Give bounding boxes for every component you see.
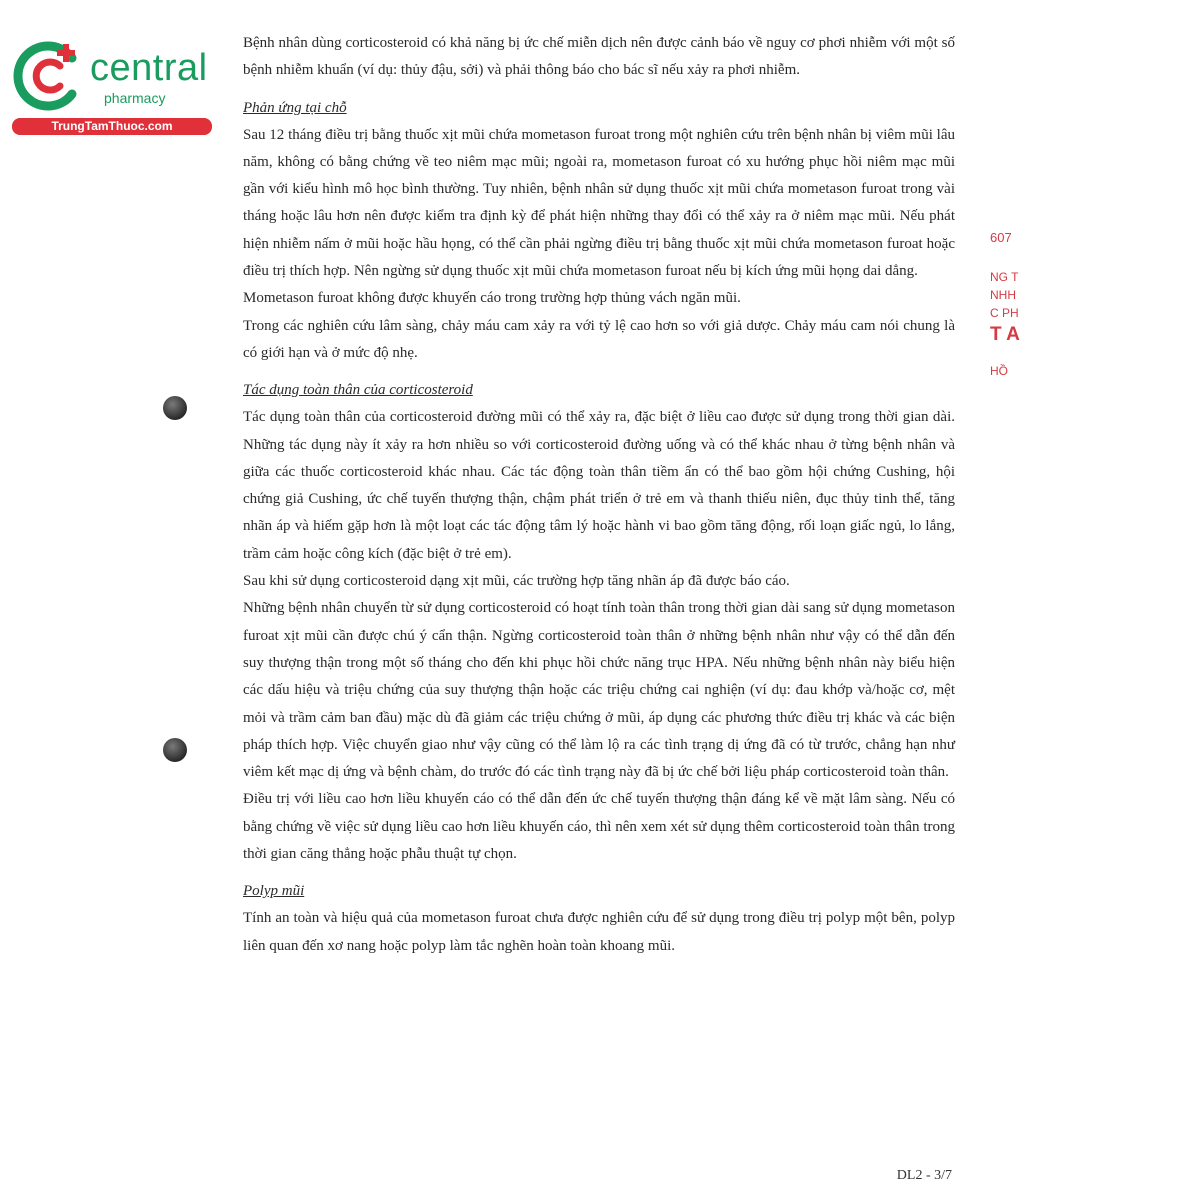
logo-banner: TrungTamThuoc.com bbox=[12, 118, 212, 135]
stamp-line: T A bbox=[990, 324, 1020, 345]
paragraph: Mometason furoat không được khuyến cáo trong trường hợp thủng vách ngăn mũi. bbox=[243, 290, 741, 307]
heading-local-reactions: Phản ứng tại chỗ bbox=[243, 99, 347, 116]
punch-hole bbox=[163, 738, 187, 762]
stamp-line: NG T bbox=[990, 270, 1019, 284]
paragraph: Những bệnh nhân chuyển từ sử dụng corticosteroid có hoạt tính toàn thân trong thời gian dài sang sử dụng mometason furoat xịt mũi cần được chú ý cẩn thận. Ngừng corticosteroid toàn thân ở những bệnh nhân như vậy có thể dẫn đến suy thượng thận trong một số tháng cho đến khi phục hồi chức năng trục HPA. Nếu những bệnh nhân này biểu hiện các dấu hiệu và triệu chứng của suy thượng thận hoặc các triệu chứng cai nghiện (ví dụ: đau khớp và/hoặc cơ, mệt mỏi và trầm cảm ban đầu) mặc dù đã giảm các triệu chứng ở mũi, áp dụng các phương thức điều trị khác và các biện pháp thích hợp. Việc chuyển giao như vậy cũng có thể làm lộ ra các tình trạng dị ứng đã có từ trước, chẳng hạn như viêm kết mạc dị ứng và bệnh chàm, do trước đó các tình trạng này đã bị ức chế bởi liệu pháp corticosteroid toàn thân. bbox=[243, 600, 955, 781]
paragraph: Sau 12 tháng điều trị bằng thuốc xịt mũi chứa mometason furoat trong một nghiên cứu trên bệnh nhân bị viêm mũi lâu năm, không có bằng chứng về teo niêm mạc mũi; ngoài ra, mometason furoat có xu hướng phục hồi niêm mạc mũi gần với kiểu hình mô học bình thường. Tuy nhiên, bệnh nhân sử dụng thuốc xịt mũi chứa mometason furoat trong vài tháng hoặc lâu hơn nên được kiểm tra định kỳ để phát hiện những thay đổi có thể xảy ra ở niêm mạc mũi. Nếu phát hiện nhiễm nấm ở mũi hoặc hầu họng, có thể cần phải ngừng điều trị bằng thuốc xịt mũi chứa mometason furoat hoặc điều trị thích hợp. Nên ngừng sử dụng thuốc xịt mũi chứa mometason furoat nếu bị kích ứng mũi họng dai dẳng. bbox=[243, 126, 955, 280]
logo-mark-icon bbox=[10, 36, 90, 116]
paragraph: Trong các nghiên cứu lâm sàng, chảy máu cam xảy ra với tỷ lệ cao hơn so với giả dược. Chảy máu cam nói chung là có giới hạn và ở mức độ nhẹ. bbox=[243, 317, 955, 361]
heading-systemic-effects: Tác dụng toàn thân của corticosteroid bbox=[243, 382, 473, 399]
stamp-line: NHH bbox=[990, 288, 1016, 302]
document-body bbox=[243, 30, 955, 960]
stamp-line: HỒ bbox=[990, 364, 1008, 378]
page-number: DL2 - 3/7 bbox=[896, 1168, 952, 1183]
paragraph: Tính an toàn và hiệu quả của mometason furoat chưa được nghiên cứu để sử dụng trong điều trị polyp một bên, polyp liên quan đến xơ nang hoặc polyp làm tắc nghẽn hoàn toàn khoang mũi. bbox=[243, 910, 955, 954]
punch-hole bbox=[163, 396, 187, 420]
stamp-fragment bbox=[990, 226, 1024, 398]
paragraph: Sau khi sử dụng corticosteroid dạng xịt mũi, các trường hợp tăng nhãn áp đã được báo cáo. bbox=[243, 573, 790, 590]
intro-paragraph: Bệnh nhân dùng corticosteroid có khả năng bị ức chế miễn dịch nên được cảnh báo về nguy cơ phơi nhiễm với một số bệnh nhiễm khuẩn (ví dụ: thủy đậu, sởi) và phải thông báo cho bác sĩ nếu xảy ra phơi nhiễm. bbox=[243, 35, 955, 79]
heading-nasal-polyps: Polyp mũi bbox=[243, 883, 305, 900]
paragraph: Tác dụng toàn thân của corticosteroid đường mũi có thể xảy ra, đặc biệt ở liều cao được sử dụng trong thời gian dài. Những tác dụng này ít xảy ra hơn nhiều so với corticosteroid đường uống và có thể khác nhau ở từng bệnh nhân và giữa các thuốc corticosteroid khác nhau. Các tác động toàn thân tiềm ẩn có thể bao gồm hội chứng Cushing, hội chứng giả Cushing, ức chế tuyến thượng thận, chậm phát triển ở trẻ em và thanh thiếu niên, đục thủy tinh thể, tăng nhãn áp và hiếm gặp hơn là một loạt các tác động tâm lý hoặc hành vi bao gồm tăng động, rối loạn giấc ngủ, lo lắng, trầm cảm hoặc công kích (đặc biệt ở trẻ em). bbox=[243, 409, 955, 562]
central-pharmacy-logo bbox=[10, 36, 215, 136]
stamp-line: C PH bbox=[990, 306, 1019, 320]
paragraph: Điều trị với liều cao hơn liều khuyến cáo có thể dẫn đến ức chế tuyến thượng thận đáng kể về mặt lâm sàng. Nếu có bằng chứng về việc sử dụng liều cao hơn liều khuyến cáo, thì nên xem xét sử dụng thêm corticosteroid toàn thân trong thời gian căng thẳng hoặc phẫu thuật tự chọn. bbox=[243, 791, 955, 863]
logo-subtitle: pharmacy bbox=[104, 90, 166, 106]
stamp-line: 607 bbox=[990, 230, 1012, 245]
logo-name: central bbox=[90, 47, 208, 89]
